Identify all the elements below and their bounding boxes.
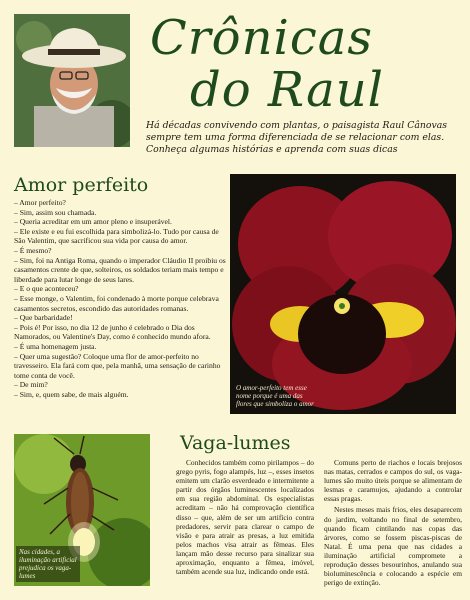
dialog-line: – De mim? bbox=[14, 380, 48, 390]
dialog-line: – Pois é! Por isso, no dia 12 de junho é celebrado o Dia dos Namorados, ou Valentine's Day, como é conhecido mundo afora. bbox=[14, 322, 211, 342]
amor-perfeito-dialog bbox=[14, 198, 230, 399]
dialog-line: – Sim, e, quem sabe, de mais alguém. bbox=[14, 389, 129, 399]
dialog-line: – É mesmo? bbox=[14, 245, 52, 255]
pansy-photo bbox=[230, 174, 456, 414]
title-line-2: do Raul bbox=[190, 62, 385, 118]
dialog-line: – Amor perfeito? bbox=[14, 198, 66, 207]
vaga-lumes-column-1 bbox=[176, 458, 314, 576]
dialog-line: – E o que aconteceu? bbox=[14, 284, 79, 294]
dialog-line: – É uma homenagem justa. bbox=[14, 341, 97, 351]
section-title-amor-perfeito: Amor perfeito bbox=[14, 174, 149, 196]
dialog-line: – Sim, foi na Antiga Roma, quando o imperador Cláudio II proibiu os casamentos crente de que, solteiros, os soldados teriam mais tempo e liberdade para lutar longe de seus lares. bbox=[14, 255, 226, 284]
dialog-line: – Esse monge, o Valentim, foi condenado à morte porque celebrava casamentos secretos, escondido das autoridades romanas. bbox=[14, 293, 219, 313]
vaga-lumes-paragraph: Nestes meses mais frios, eles desaparecem do jardim, voltando no final de setembro, quando ficam cintilando nas copas das árvores, como se fossem piscas-piscas de Natal. É uma pena que nas cidades a iluminação artificial compromete a reprodução desses besourinhos, anulando sua bioluminescência e colocando a espécie em perigo de extinção. bbox=[324, 505, 462, 588]
intro-text: Há décadas convivendo com plantas, o paisagista Raul Cânovas sempre tem uma forma diferenciada de se relacionar com elas. Conheça algumas histórias e aprenda com suas dicas bbox=[146, 120, 448, 155]
vaga-lumes-column-2 bbox=[324, 458, 462, 587]
vaga-lumes-paragraph: Comuns perto de riachos e locais brejosos nas matas, cerrados e campos do sul, os vaga-lumes são muito úteis porque se alimentam de lesmas e caramujos, ajudando a controlar essas pragas. bbox=[324, 458, 462, 504]
dialog-line: – Quer uma sugestão? Coloque uma flor de amor-perfeito no travesseiro. Ela fará com que, pela manhã, uma sensação de carinho tome conta de você. bbox=[14, 351, 221, 380]
dialog-line: – Ele existe e eu fui escolhida para simbolizá-lo. Tudo por causa de São Valentim, que sacrificou sua vida por causa do amor. bbox=[14, 226, 219, 246]
dialog-line: – Sim, assim sou chamada. bbox=[14, 207, 97, 217]
pansy-caption: O amor-perfeito tem esse nome porque é uma das flores que simboliza o amor bbox=[236, 384, 314, 408]
title-line-1: Crônicas bbox=[150, 10, 373, 66]
section-title-vaga-lumes: Vaga-lumes bbox=[180, 432, 291, 454]
dialog-line: – Queria acreditar em um amor pleno e insuperável. bbox=[14, 217, 172, 227]
masthead-title bbox=[150, 8, 460, 120]
firefly-photo bbox=[14, 434, 150, 586]
firefly-caption: Nas cidades, a iluminação artificial prejudica os vaga-lumes bbox=[16, 546, 80, 582]
dialog-line: – Que barbaridade! bbox=[14, 313, 73, 323]
raul-portrait-photo bbox=[14, 14, 130, 147]
vaga-lumes-paragraph: Conhecidos também como pirilampos – do grego pyris, fogo alampés, luz –, esses insetos emitem um clarão esverdeado e intermitente a partir dos órgãos luminescentes localizados em sua região abdominal. Os especialistas acreditam – não há comprovação científica disso – que, além de ser um artifício contra predadores, servir para clarear o campo de visão e para atrair as presas, a luz emitida pelos machos visa atrair as fêmeas. Eles lançam mão desse recurso para sinalizar sua aproximação, enquanto a fêmea, imóvel, também acende sua luz, indicando onde está. bbox=[176, 458, 314, 577]
